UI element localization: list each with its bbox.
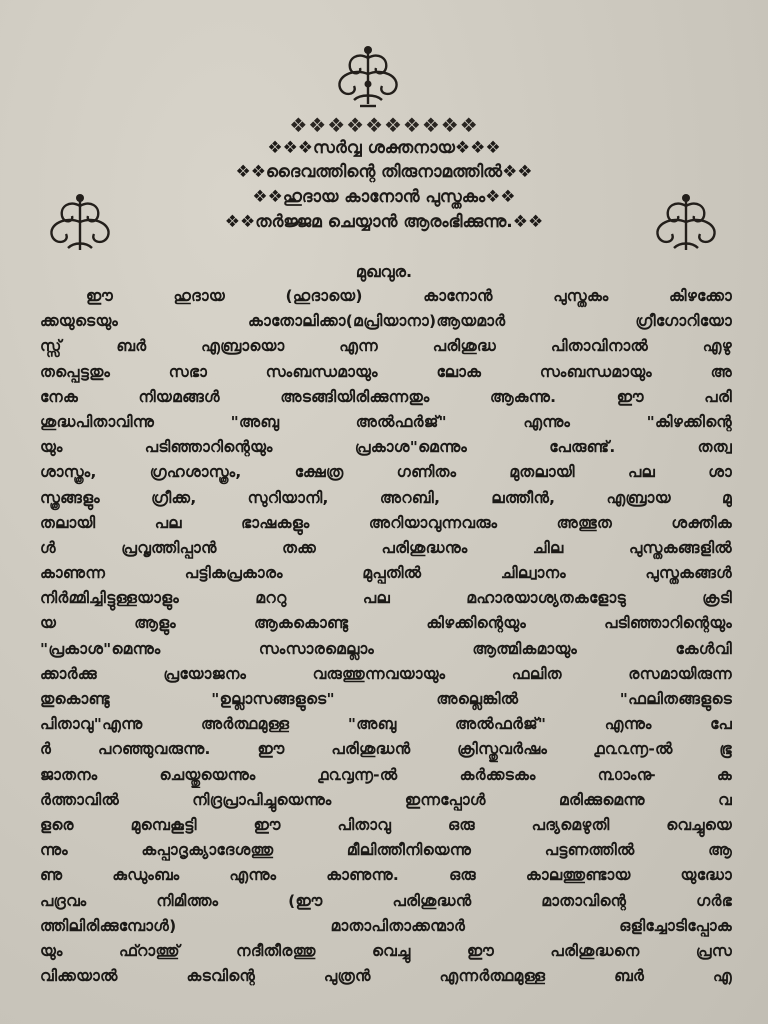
text-line: ന്നും കപ്പാദൃക്യാദേശത്തു മീലിത്തീനിയെന്നു പട്ടണത്തിൽ ആ bbox=[40, 841, 732, 860]
ornament-icon bbox=[330, 44, 406, 110]
body-paragraph bbox=[40, 284, 732, 989]
text-line: യും പടിഞ്ഞാറിന്റെയും പ്രകാശ"മെന്നും പേരുണ്ട്. തത്വ bbox=[40, 438, 732, 457]
text-line: ജാതനം ചെയ്തുയെന്നും ൧൨൮൬-ൽ കർക്കടകം ൩൦ാം൹ ക bbox=[40, 765, 732, 784]
header-translation-line: ❖❖തർജ്ജമ ചെയ്യാൻ ആരംഭിക്കുന്നു.❖❖ bbox=[224, 212, 544, 232]
text-line: ക്കാർക്കു പ്രയോജനം വരുത്തുന്നവയായും ഫലിത രസമായിരുന്ന bbox=[40, 664, 732, 683]
text-line: നിർമ്മിച്ചിട്ടുള്ളയാളും മററു പല മഹാരയാശ്യതകളോടു ക്രടി bbox=[40, 589, 732, 608]
text-line: ണു കുഡുംബം എന്നും കാണുന്നു. ഒരു കാലത്തുണ്ടായ യുദ്ധോ bbox=[40, 866, 732, 885]
text-line: ഈ ഹുദായ (ഹുദായെ) കാനോൻ പുസ്തകം കിഴക്കോ bbox=[86, 287, 732, 305]
text-line: തപ്പെട്ടതും സഭാ സംബന്ധമായും ലോക സംബന്ധമായും അ bbox=[40, 362, 732, 381]
text-line: ർത്താവിൽ നിദ്രപ്രാപിച്ചുയെന്നും ഇന്നപ്പോൾ മരിക്കുമെന്നു വ bbox=[40, 790, 732, 809]
text-line: പദ്രവം നിമിത്തം (ഈ പരിശുദ്ധൻ മാതാവിന്റെ ഗർഭ bbox=[40, 891, 732, 910]
text-line: സ്സ് ബർ എബ്രായൊ എന്ന പരിശുദ്ധ പിതാവിനാൽ എഴു bbox=[40, 337, 732, 356]
text-line: "പ്രകാശ"മെന്നും സംസാരമെല്ലാം ആത്മികമായും കേൾവി bbox=[40, 639, 732, 658]
text-line: സ്ത്രങ്ങളും ഗ്രീക്ക, സുറിയാനി, അറബി, ലത്തീൻ, എബ്രായ മു bbox=[40, 488, 732, 507]
header-invocation-line: ❖❖❖സർവ്വ ശക്തനായ❖❖❖ bbox=[267, 138, 501, 158]
text-line: ൾ പ്രവൃത്തിപ്പാൻ തക്ക പരിശുദ്ധനും ചില പുസ്തകങ്ങളിൽ bbox=[40, 538, 732, 557]
text-line: ശുദ്ധപിതാവിന്നു "അബു അൽഫർജ്" എന്നും "കിഴക്കിന്റെ bbox=[40, 412, 732, 431]
text-line: പിതാവു"എന്നു അർത്ഥമുള്ള "അബു അൽഫർജ്" എന്നും പേ bbox=[40, 715, 732, 734]
text-line: ർ പറഞ്ഞുവരുന്നു. ഈ പരിശുദ്ധൻ ക്രിസ്തുവർഷം ൧൨൨൬-ൽ ഭൂ bbox=[40, 740, 732, 759]
header-ornament-row: ❖❖❖❖❖❖❖❖❖❖ bbox=[289, 113, 479, 137]
section-heading: മുഖവുര. bbox=[355, 262, 413, 281]
text-line: യും ഫ്റാത്തു് നദീതീരത്തു വെച്ചു ഈ പരിശുദ്ധനെ പ്രസ bbox=[40, 941, 732, 960]
text-line: യ ആളും ആകകൊണ്ടു കിഴക്കിന്റെയും പടിഞ്ഞാറിന്റെയും bbox=[40, 614, 732, 633]
text-line: ശാസ്ത്രം, ഗ്രഹശാസ്ത്രം, ക്ഷേത്ര ഗണിതം മുതലായി പല ശാ bbox=[40, 463, 732, 482]
text-line: ത്തിലിരിക്കുമ്പോൾ) മാതാപിതാക്കന്മാർ ഒളിച്ചോടിപ്പോക bbox=[40, 916, 732, 935]
header-invocation-line: ❖❖ദൈവത്തിന്റെ തിരുനാമത്തിൽ❖❖ bbox=[235, 162, 533, 182]
text-line: തുകൊണ്ടു "ഉല്ലാസങ്ങളുടെ" അല്ലെങ്കിൽ "ഫലിതങ്ങളുടെ bbox=[40, 690, 732, 708]
text-line: നേക നിയമങ്ങൾ അടങ്ങിയിരിക്കുന്നതും ആകുന്നു. ഈ പരി bbox=[40, 387, 732, 406]
text-line: ളരെ മുമ്പെകൂട്ടി ഈ പിതാവു ഒരു പദ്യമെഴുതി വെച്ചുയെ bbox=[40, 815, 732, 834]
text-line: തലായി പല ഭാഷകളും അറിയാവുന്നവരും അത്ഭുത ശക്തിക bbox=[40, 513, 732, 532]
text-line: കാണുന്ന പട്ടികപ്രകാരം മുപ്പതിൽ ചില്വാനം പുസ്തകങ്ങൾ bbox=[40, 564, 732, 583]
text-line: ക്കയുടെയും കാതോലിക്കാ(മപ്രിയാനാ)ആയമാർ ഗ്രീഗോറിയോ bbox=[40, 312, 732, 331]
header-book-title: ❖❖ഹുദായ കാനോൻ പുസ്തകം❖❖ bbox=[252, 187, 516, 207]
text-line: വിക്കയാൽ കടവിന്റെ പുത്രൻ എന്നർത്ഥമുള്ള ബർ എ bbox=[40, 967, 732, 986]
